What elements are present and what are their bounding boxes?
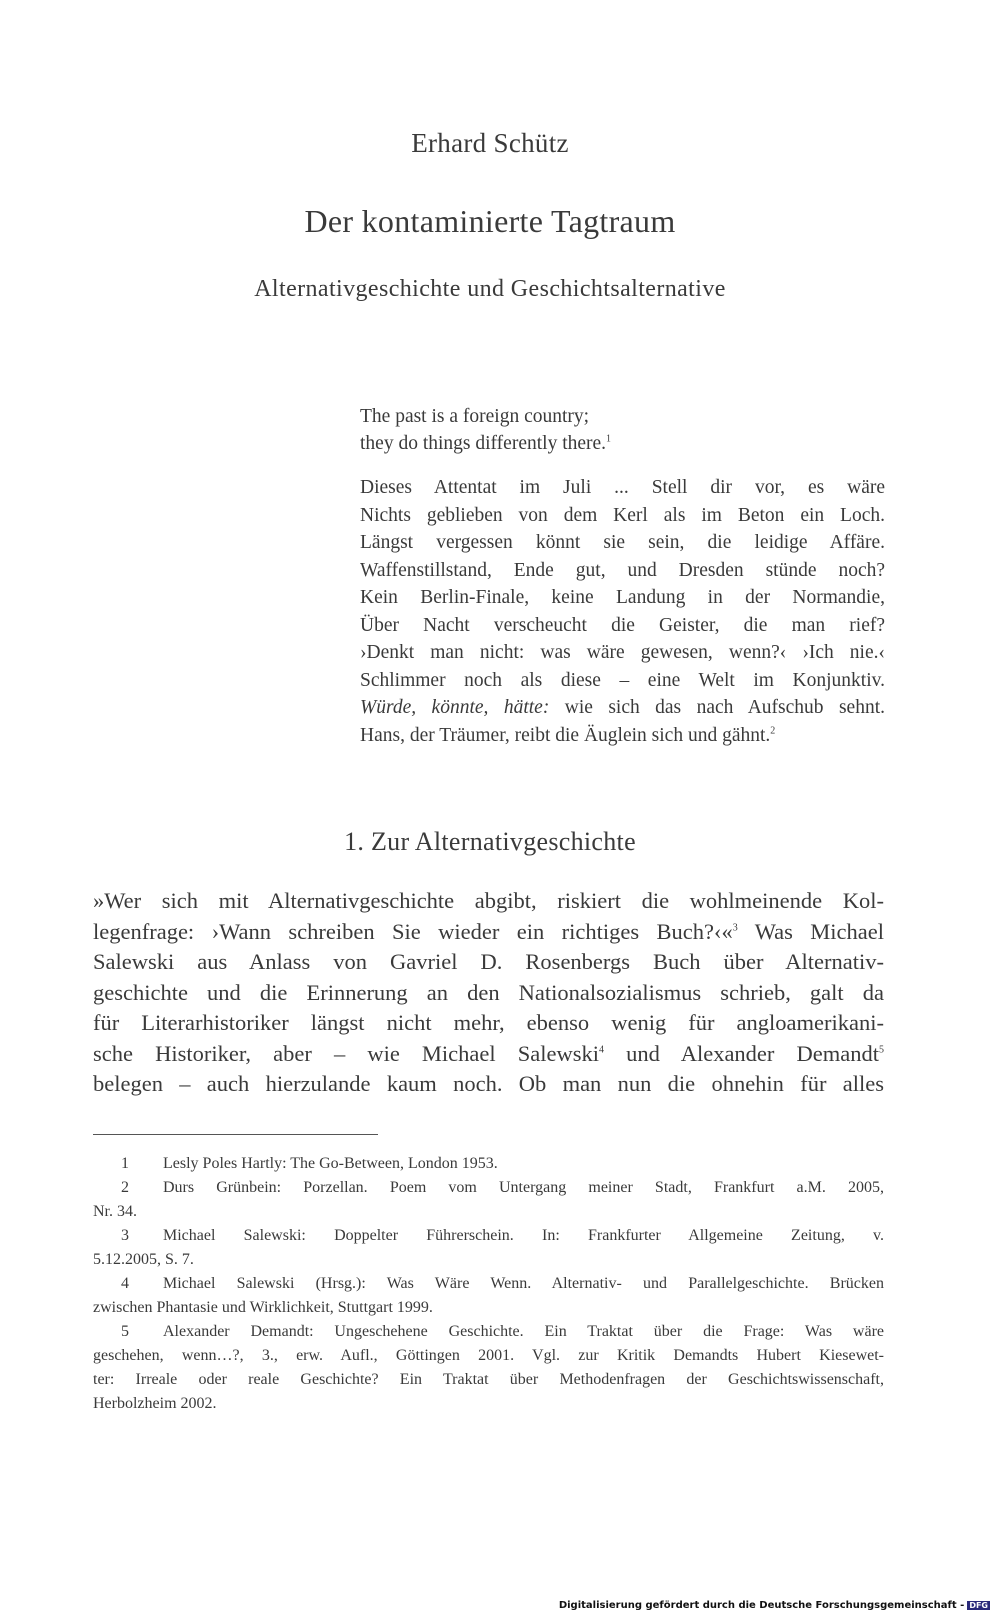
digitization-credit	[559, 1600, 990, 1611]
footnote-number: 5	[121, 1323, 129, 1340]
footnote-line	[93, 1152, 884, 1176]
poem-line	[360, 722, 885, 750]
poem-italic-text: Würde, könnte, hätte:	[360, 697, 550, 718]
epigraph	[360, 403, 885, 457]
body-paragraph	[93, 886, 884, 1100]
body-line: »Wer sich mit Alternativgeschichte abgibt, riskiert die wohlmeinende Kol-	[93, 888, 884, 913]
epigraph-line	[360, 430, 885, 457]
body-line: für Literarhistoriker längst nicht mehr, ebenso wenig für angloamerikani-	[93, 1010, 884, 1035]
body-line: Salewski aus Anlass von Gavriel D. Rosenbergs Buch über Alternativ-	[93, 949, 884, 974]
footnote-line	[93, 1272, 884, 1296]
poem-line: Kein Berlin-Finale, keine Landung in der Normandie,	[360, 587, 885, 608]
poem-quote	[360, 474, 885, 749]
footnote-divider	[93, 1134, 378, 1135]
body-line	[93, 917, 884, 948]
poem-line-text: wie sich das nach Aufschub sehnt.	[549, 697, 885, 718]
poem-line: Längst vergessen könnt sie sein, die leidige Affäre.	[360, 532, 885, 553]
footnote-line	[93, 1224, 884, 1248]
footnote-line: Herbolzheim 2002.	[93, 1395, 217, 1412]
footnote	[93, 1152, 884, 1176]
article-subtitle: Alternativgeschichte und Geschichtsalternative	[254, 276, 726, 302]
poem-line: Nichts geblieben von dem Kerl als im Beton ein Loch.	[360, 504, 885, 526]
footnote-line: 5.12.2005, S. 7.	[93, 1251, 194, 1268]
poem-line	[360, 694, 885, 722]
body-line-text: sche Historiker, aber – wie Michael Salewski	[93, 1040, 599, 1066]
footnote	[93, 1320, 884, 1416]
footnote-line: zwischen Phantasie und Wirklichkeit, Stuttgart 1999.	[93, 1299, 433, 1316]
footnote-line: ter: Irreale oder reale Geschichte? Ein Traktat über Methodenfragen der Geschichtswissenschaft,	[93, 1371, 884, 1388]
footnote-ref: 2	[770, 725, 776, 736]
footnote-number: 3	[121, 1227, 129, 1244]
poem-line: Dieses Attentat im Juli ... Stell dir vor, es wäre	[360, 477, 885, 498]
body-line: belegen – auch hierzulande kaum noch. Ob man nun die ohnehin für alles	[93, 1071, 884, 1096]
footnote-line: Nr. 34.	[93, 1203, 137, 1220]
footnote-line	[93, 1320, 884, 1344]
footnote-ref: 5	[879, 1044, 884, 1055]
footnote-ref: 1	[606, 433, 612, 445]
footnote-text: Durs Grünbein: Porzellan. Poem vom Untergang meiner Stadt, Frankfurt a.M. 2005,	[163, 1179, 884, 1196]
body-line	[93, 1039, 884, 1070]
footnote-line: geschehen, wenn…?, 3., erw. Aufl., Göttingen 2001. Vgl. zur Kritik Demandts Hubert Kiesewet-	[93, 1347, 884, 1364]
footnote-text: Michael Salewski (Hrsg.): Was Wäre Wenn. Alternativ- und Parallelgeschichte. Brücken	[163, 1275, 884, 1292]
footnote	[93, 1272, 884, 1320]
poem-line: Waffenstillstand, Ende gut, und Dresden stünde noch?	[360, 559, 885, 581]
footnote	[93, 1224, 884, 1272]
section-heading: 1. Zur Alternativgeschichte	[344, 827, 636, 856]
footnote-number: 2	[121, 1179, 129, 1196]
footnote-ref: 4	[598, 1044, 604, 1055]
body-line: geschichte und die Erinnerung an den Nationalsozialismus schrieb, galt da	[93, 979, 884, 1005]
footnote-number: 4	[121, 1275, 129, 1292]
footnote-number: 1	[121, 1155, 129, 1172]
footnotes	[93, 1152, 884, 1416]
poem-line-text: Hans, der Träumer, reibt die Äuglein sich und gähnt.	[360, 724, 771, 746]
epigraph-line: The past is a foreign country;	[360, 406, 590, 427]
footnote-line	[93, 1176, 884, 1200]
poem-line: ›Denkt man nicht: was wäre gewesen, wenn?‹ ›Ich nie.‹	[360, 642, 885, 663]
footnote-ref: 3	[732, 922, 738, 933]
poem-line: Schlimmer noch als diese – eine Welt im Konjunktiv.	[360, 669, 885, 691]
author-name: Erhard Schütz	[411, 128, 569, 158]
credit-text: Digitalisierung gefördert durch die Deutsche Forschungsgemeinschaft -	[558, 1600, 965, 1611]
footnote-text: Lesly Poles Hartly: The Go-Between, London 1953.	[163, 1155, 498, 1172]
footnote-text: Alexander Demandt: Ungeschehene Geschichte. Ein Traktat über die Frage: Was wäre	[163, 1323, 884, 1340]
footnote	[93, 1176, 884, 1224]
body-line-text: Was Michael	[737, 918, 884, 944]
epigraph-line-text: they do things differently there.	[360, 433, 607, 454]
body-line-text: und Alexander Demandt	[603, 1040, 879, 1066]
dfg-logo: DFG	[969, 1601, 988, 1610]
body-line-text: legenfrage: ›Wann schreiben Sie wieder ein richtiges Buch?‹«	[93, 918, 733, 944]
footnote-text: Michael Salewski: Doppelter Führerschein. In: Frankfurter Allgemeine Zeitung, v.	[163, 1227, 884, 1244]
article-title: Der kontaminierte Tagtraum	[304, 203, 676, 239]
poem-line: Über Nacht verscheucht die Geister, die man rief?	[360, 614, 885, 636]
